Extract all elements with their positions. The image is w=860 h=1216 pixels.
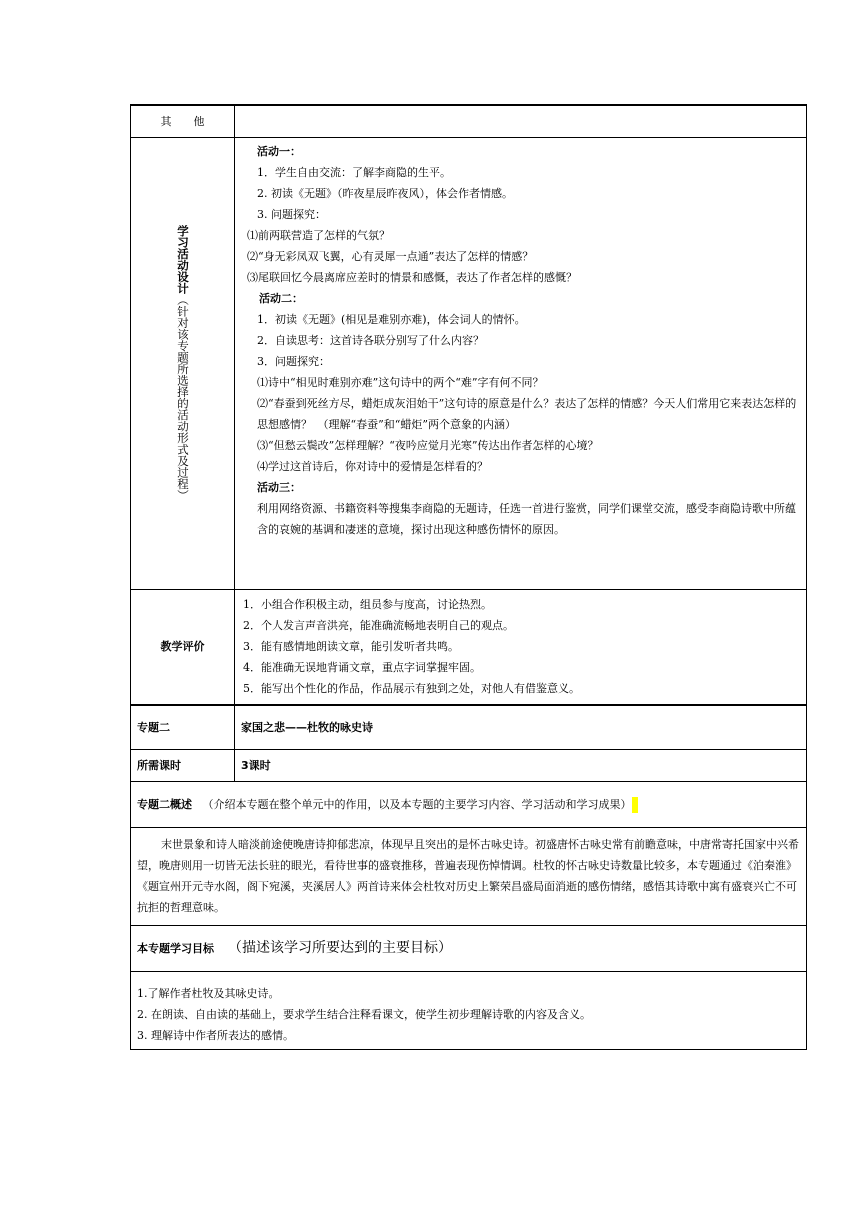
other-label: 其 他 bbox=[131, 105, 235, 137]
overview-text: 末世景象和诗人暗淡前途使晚唐诗抑郁悲凉，体现早且突出的是怀古咏史诗。初盛唐怀古咏史常有前瞻意味，中唐常寄托国家中兴希望，晚唐则用一切皆无法长驻的眼光，看待世事的盛衰推移，普遍表现伤悼情调。杜牧的怀古咏史诗数量比较多，本专题通过《泊秦淮》《题宣州开元寺水阁，阁下宛溪，夹溪居人》两首诗来体会杜牧对历史上繁荣昌盛局面消逝的感伤情绪，感悟其诗歌中寓有盛衰兴亡不可抗拒的哲理意味。 bbox=[131, 827, 807, 925]
overview-head-row bbox=[131, 781, 807, 827]
topic2-row bbox=[131, 705, 807, 749]
goal-item: 1.了解作者杜牧及其咏史诗。 bbox=[137, 986, 280, 1000]
hours-row bbox=[131, 749, 807, 781]
activity2-item: ⑵“春蚕到死丝方尽，蜡炬成灰泪始干”这句诗的原意是什么？表达了怎样的情感？今天人们常用它来表达怎样的思想感情？ （理解“春蚕”和“蜡炬”两个意象的内涵） bbox=[257, 396, 797, 431]
goal-desc: （描述该学习所要达到的主要目标） bbox=[228, 939, 452, 956]
activity-row bbox=[131, 137, 807, 589]
activity2-item: ⑷学过这首诗后，你对诗中的爱情是怎样看的？ bbox=[257, 459, 488, 473]
overview-head bbox=[131, 781, 807, 827]
eval-item: 3．能有感情地朗读文章，能引发听者共鸣。 bbox=[243, 639, 459, 653]
goal-items-row bbox=[131, 971, 807, 1049]
activity-label-bold: 学习活动设计 bbox=[176, 225, 190, 294]
activity1-item: 3. 问题探究： bbox=[257, 207, 326, 221]
topic2-label: 专题二 bbox=[131, 705, 235, 749]
highlight-mark bbox=[632, 797, 638, 813]
goal-items bbox=[131, 971, 807, 1049]
goal-label: 本专题学习目标 bbox=[137, 941, 214, 955]
lesson-plan-table bbox=[130, 104, 807, 1050]
goal-head bbox=[131, 925, 807, 971]
activity1-item: 1．学生自由交流：了解李商隐的生平。 bbox=[257, 165, 451, 179]
activity1-item: ⑶尾联回忆今晨离席应差时的情景和感慨，表达了作者怎样的感慨？ bbox=[247, 270, 577, 284]
activity-label-note: （针对该专题所选择的活动形式及过程） bbox=[176, 294, 190, 501]
activity3-title: 活动三： bbox=[257, 480, 301, 494]
hours-label: 所需课时 bbox=[131, 749, 235, 781]
activity2-item: ⑶“但愁云鬓改”怎样理解？“夜吟应觉月光寒”传达出作者怎样的心境？ bbox=[257, 438, 599, 452]
activity3-text: 利用网络资源、书籍资料等搜集李商隐的无题诗，任选一首进行鉴赏，同学们课堂交流，感受李商隐诗歌中所蕴含的哀婉的基调和凄迷的意境，探讨出现这种感伤情怀的原因。 bbox=[257, 501, 796, 536]
activity2-item: 3．问题探究： bbox=[257, 354, 330, 368]
hours-value: 3课时 bbox=[235, 749, 807, 781]
activity2-item: ⑴诗中“相见时难别亦难”这句诗中的两个“难”字有何不同？ bbox=[257, 375, 544, 389]
activity1-item: ⑴前两联营造了怎样的气氛？ bbox=[247, 228, 390, 242]
overview-label: 专题二概述 bbox=[137, 797, 192, 811]
goal-head-row bbox=[131, 925, 807, 971]
eval-row bbox=[131, 589, 807, 705]
activity1-item: 2. 初读《无题》（昨夜星辰昨夜风），体会作者情感。 bbox=[257, 186, 513, 200]
eval-item: 5．能写出个性化的作品，作品展示有独到之处，对他人有借鉴意义。 bbox=[243, 681, 580, 695]
activity1-title: 活动一： bbox=[257, 144, 301, 158]
activity2-title: 活动二： bbox=[259, 291, 303, 305]
other-row bbox=[131, 105, 807, 137]
goal-item: 2. 在朗读、自由读的基础上，要求学生结合注释看课文，使学生初步理解诗歌的内容及含义。 bbox=[137, 1007, 591, 1021]
goal-item: 3. 理解诗中作者所表达的感情。 bbox=[137, 1028, 294, 1042]
eval-label: 教学评价 bbox=[131, 589, 235, 705]
activity-content bbox=[235, 137, 807, 589]
activity2-item: 2．自读思考：这首诗各联分别写了什么内容？ bbox=[257, 333, 484, 347]
overview-text-row bbox=[131, 827, 807, 925]
eval-item: 4．能准确无误地背诵文章，重点字词掌握牢固。 bbox=[243, 660, 481, 674]
eval-item: 1．小组合作积极主动，组员参与度高，讨论热烈。 bbox=[243, 597, 492, 611]
other-value bbox=[235, 105, 807, 137]
activity-label-cell bbox=[131, 137, 235, 589]
activity2-item: 1．初读《无题》(相见是难别亦难)，体会词人的情怀。 bbox=[257, 312, 526, 326]
activity1-item: ⑵“身无彩凤双飞翼，心有灵犀一点通”表达了怎样的情感？ bbox=[247, 249, 534, 263]
eval-content bbox=[235, 589, 807, 705]
overview-desc: （介绍本专题在整个单元中的作用，以及本专题的主要学习内容、学习活动和学习成果） bbox=[202, 797, 632, 811]
activity-label bbox=[176, 225, 189, 501]
topic2-value: 家国之悲——杜牧的咏史诗 bbox=[235, 705, 807, 749]
eval-item: 2．个人发言声音洪亮，能准确流畅地表明自己的观点。 bbox=[243, 618, 514, 632]
